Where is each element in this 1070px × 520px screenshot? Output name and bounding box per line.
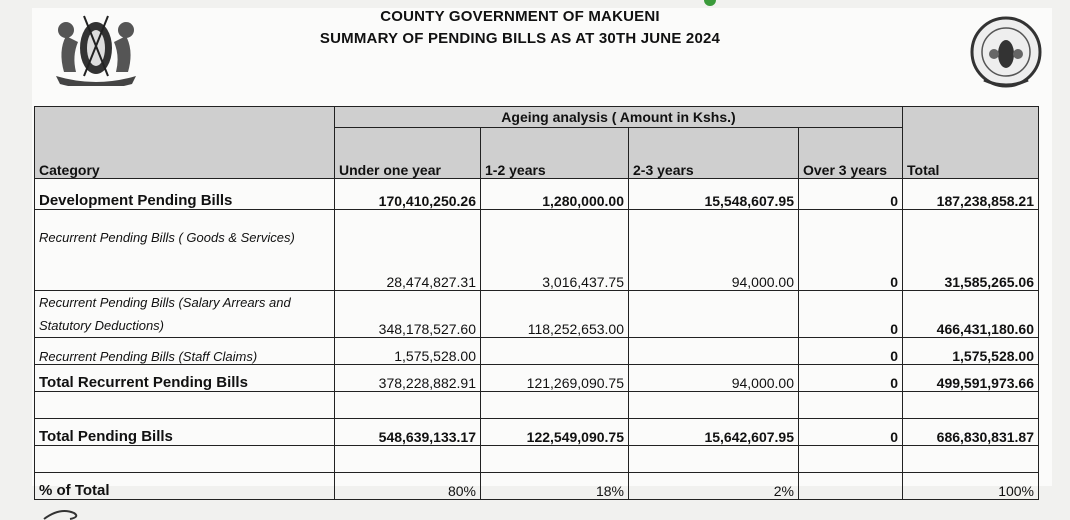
- table-row: Total Pending Bills 548,639,133.17 122,549,090.75 15,642,607.95 0 686,830,831.87: [35, 419, 1039, 446]
- table-row: Development Pending Bills 170,410,250.26 1,280,000.00 15,548,607.95 0 187,238,858.21: [35, 179, 1039, 210]
- kenya-coat-of-arms-icon: [36, 6, 156, 86]
- pending-bills-table: [34, 106, 1039, 500]
- col-1-2-years: 1-2 years: [481, 128, 629, 179]
- col-category: Category: [35, 128, 335, 179]
- spacer-row: [35, 446, 1039, 473]
- title-line-1: COUNTY GOVERNMENT OF MAKUENI: [380, 8, 660, 25]
- document-title: [260, 6, 780, 50]
- table-row: % of Total 80% 18% 2% 100%: [35, 473, 1039, 500]
- ageing-analysis-header: Ageing analysis ( Amount in Kshs.): [335, 107, 903, 128]
- table-row: Recurrent Pending Bills (Staff Claims) 1,575,528.00 0 1,575,528.00: [35, 338, 1039, 365]
- table-row: Total Recurrent Pending Bills 378,228,882.91 121,269,090.75 94,000.00 0 499,591,973.66: [35, 365, 1039, 392]
- title-line-2: SUMMARY OF PENDING BILLS AS AT 30TH JUNE 2024: [319, 30, 721, 47]
- makueni-county-seal-icon: [960, 14, 1052, 94]
- signature-mark-icon: [40, 505, 90, 520]
- column-header-row: [35, 128, 1039, 179]
- col-total: Total: [903, 128, 1039, 179]
- group-header-row: [35, 107, 1039, 128]
- col-over-3-years: Over 3 years: [799, 128, 903, 179]
- table-row: Recurrent Pending Bills (Salary Arrears and Statutory Deductions) 348,178,527.60 118,252,653.00 0 466,431,180.60: [35, 291, 1039, 338]
- spacer-row: [35, 392, 1039, 419]
- col-under-one-year: Under one year: [335, 128, 481, 179]
- table-row: Recurrent Pending Bills ( Goods & Services) 28,474,827.31 3,016,437.75 94,000.00 0 31,585,265.06: [35, 210, 1039, 291]
- col-2-3-years: 2-3 years: [629, 128, 799, 179]
